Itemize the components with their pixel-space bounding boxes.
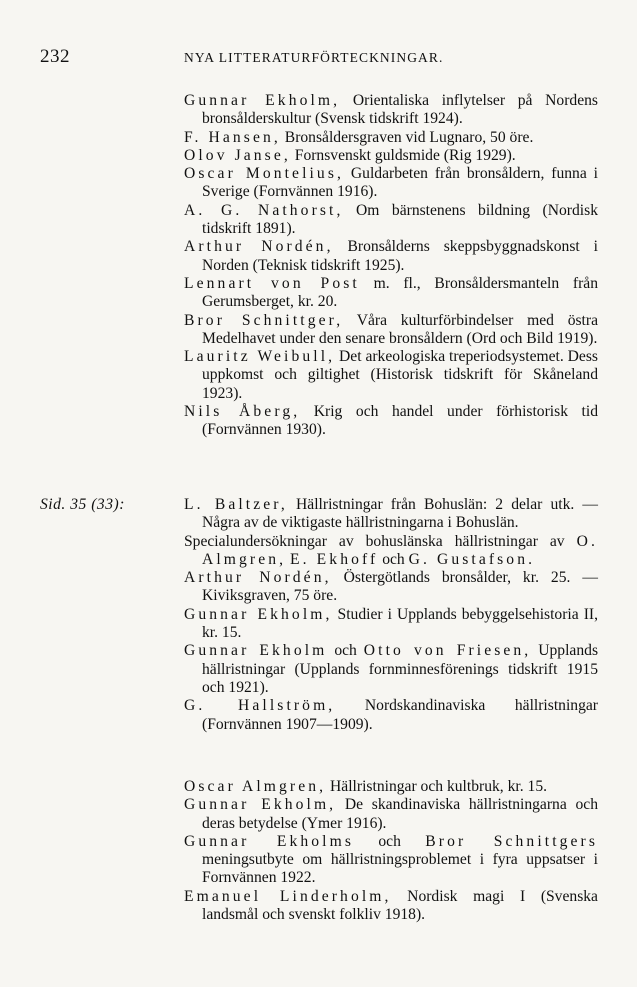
bibliography-entry: Specialundersökningar av bohuslänska hällristningar av O. Almgren, E. Ekhoff och G. Gustafson.	[184, 532, 598, 568]
bibliography-entry: Oscar Montelius, Guldarbeten från bronsåldern, funna i Sverige (Fornvännen 1916).	[184, 165, 598, 201]
bibliography-entry: Oscar Almgren, Hällristningar och kultbruk, kr. 15.	[184, 778, 548, 795]
bibliography-section-1	[184, 92, 598, 440]
bibliography-entry: L. Baltzer, Hällristningar från Bohuslän: 2 delar utk. — Några av de viktigaste hällristningarna i Bohuslän.	[184, 496, 598, 532]
bibliography-entry: A. G. Nathorst, Om bärnstenens bildning (Nordisk tidskrift 1891).	[184, 201, 598, 238]
bibliography-entry: Gunnar Ekholm och Otto von Friesen, Upplands hällristningar (Upplands fornminnesförenings tidskrift 1915 och 1921).	[184, 642, 599, 696]
bibliography-entry: Arthur Nordén, Östergötlands bronsålder, kr. 25. — Kiviksgraven, 75 öre.	[184, 569, 598, 605]
bibliography-entry: G. Hallström, Nordskandinaviska hällristningar (Fornvännen 1907—1909).	[184, 697, 599, 733]
bibliography-section-2	[184, 496, 598, 734]
page-reference-label: Sid. 35 (33):	[40, 496, 125, 513]
bibliography-entry: Olov Janse, Fornsvenskt guldsmide (Rig 1929).	[184, 146, 516, 164]
bibliography-entry: Gunnar Ekholm, Studier i Upplands bebyggelsehistoria II, kr. 15.	[184, 605, 598, 642]
page-header	[40, 46, 600, 72]
bibliography-entry: F. Hansen, Bronsåldersgraven vid Lugnaro, 50 öre.	[184, 128, 534, 146]
bibliography-entry: Gunnar Ekholm, De skandinaviska hällristningarna och deras betydelse (Ymer 1916).	[184, 796, 598, 832]
bibliography-entry: Lennart von Post m. fl., Bronsåldersmanteln från Gerumsberget, kr. 20.	[184, 274, 598, 311]
bibliography-entry: Nils Åberg, Krig och handel under förhistorisk tid (Fornvännen 1930).	[184, 403, 598, 439]
bibliography-entry: Gunnar Ekholm, Orientaliska inflytelser på Nordens bronsålderskultur (Svensk tidskrift 1924).	[184, 92, 598, 128]
bibliography-entry: Lauritz Weibull, Det arkeologiska treperiodsystemet. Dess uppkomst och giltighet (Historisk tidskrift för Skåneland 1923).	[184, 348, 598, 402]
bibliography-section-3	[184, 778, 598, 924]
running-title: NYA LITTERATURFÖRTECKNINGAR.	[184, 50, 444, 65]
bibliography-entry: Gunnar Ekholms och Bror Schnittgers meningsutbyte om hällristningsproblemet i fyra uppsatser i Fornvännen 1922.	[184, 832, 599, 887]
bibliography-entry: Bror Schnittger, Våra kulturförbindelser med östra Medelhavet under den senare bronsåldern (Ord och Bild 1919).	[184, 311, 599, 347]
page-number: 232	[40, 46, 70, 67]
bibliography-entry: Emanuel Linderholm, Nordisk magi I (Svenska landsmål och svenskt folkliv 1918).	[184, 887, 598, 924]
bibliography-entry: Arthur Nordén, Bronsålderns skeppsbyggnadskonst i Norden (Teknisk tidskrift 1925).	[184, 238, 598, 274]
